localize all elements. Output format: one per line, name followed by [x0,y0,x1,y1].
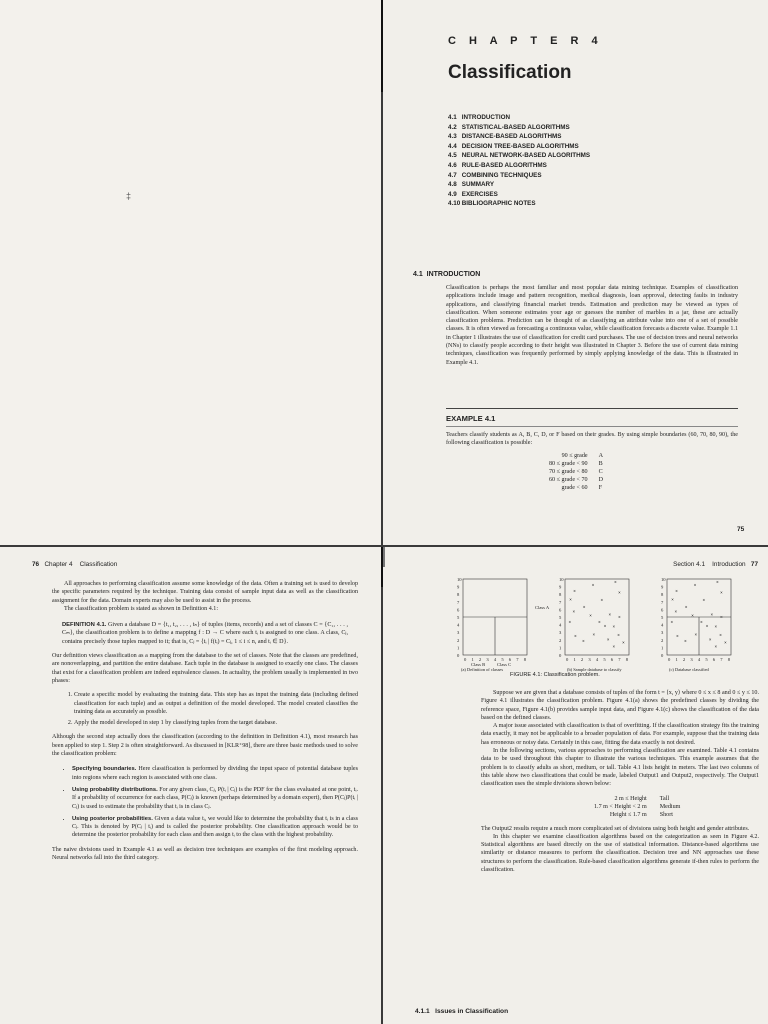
toc-label: RULE-BASED ALGORITHMS [461,161,547,169]
paragraph: The Output2 results require a much more complicated set of divisions using both height and gender attributes. [481,825,750,832]
data-point: × [684,638,687,644]
paragraph: A major issue associated with classification is that of overfitting. If the classification strategy fits the training data exactly, it may not be applicable to a broader population of data. For example, suppose that the training data has erroneous or noisy data. Certainly in this case, fitting the data exactly is not desired. [481,723,759,746]
toc-number: 4.7 [448,171,457,179]
example-title: EXAMPLE 4.1 [446,414,496,423]
y-tick-label: 4 [661,622,664,628]
data-point: × [617,632,620,638]
paragraph: The classification problem is stated as shown in Definition 4.1: [64,605,219,612]
grade-row [546,452,606,460]
grade-row [546,468,606,476]
data-point: × [612,624,616,630]
data-point: × [568,619,572,625]
intro-paragraph: Classification is perhaps the most familiar and most popular data mining technique. Examples of classification applications include image and pattern recognition, medical diagnosis, loan approval, detecting faults in industry applications, and classifying financial market trends. Estimation and prediction may be viewed as types of classification. When someone estimates your age or guesses the number of marbles in a jar, these are actually classification problems. Prediction can be thought of as classifying an attribute value into one of a set of possible classes. It is often viewed as forecasting a continuous value, while classification forecasts a discrete value. Example 1.1 in Chapter 1 illustrates the use of classification for credit card purchases. The use of decision trees and neural networks (NNs) to classify people according to their height was illustrated in Chapter 3. Before the use of current data mining techniques, classification was frequently performed by simply applying knowledge of the data. This is illustrated in Example 4.1. [446,285,738,366]
paragraph: Although the second step actually does the classification (according to the definition in Definition 4.1), most research has been applied to step 1. Step 2 is often straightforward. As discussed in [KLR⁺98], there are three basic methods used to solve the classification problem: [52,734,358,758]
definition-block [62,621,348,646]
paragraph: In this chapter we examine classification algorithms based on the categorization as seen in Figure 4.2. Statistical algorithms are based directly on the use of statistical information. Distance-based algorithms use similarity or distance measures to perform the classification. Decision tree and NN approaches use these structures to perform the classification. Rule-based classification algorithms generate if-then rules to perform the classification. [481,833,759,874]
method-text: For any given class, Cⱼ, P(tᵢ | Cⱼ) is the PDF for the class evaluated at one point, tᵢ. If a probability of occurrence for each class, P(Cⱼ) is known (perhaps determined by a domain expert), then P(Cⱼ)P(tᵢ | Cⱼ) is used to estimate the probability that tᵢ is in class Cⱼ. [72,786,359,810]
y-tick-label: 10 [457,577,462,582]
chapter-title: Classification [448,62,572,83]
data-point: × [572,608,576,614]
step-item: 1. Create a specific model by evaluating the training data. This step has as input the training data (including defined classification for each tuple) and as output a definition of the model developed. The model created classifies the training data as accurately as possible. [74,691,358,716]
y-tick-label: 1 [559,645,562,651]
page-77 [383,547,768,1024]
y-tick-label: 9 [559,584,562,590]
subsection-number: 4.1.1 [415,1008,430,1015]
page76-text [52,580,358,862]
data-point: × [674,608,678,614]
page-76 [0,547,381,1024]
y-tick-label: 0 [457,653,460,658]
data-point: × [676,633,679,639]
definition-text: Given a database D = {t₁, t₂, . . . , tₙ} of tuples (items, records) and a set of classes C = {C₁, . . . , Cₘ}, the classification problem is to define a mapping f : D → C where each tᵢ is assigned to one class. A class, Cⱼ, contains precisely those tuples mapped to it; that is, Cⱼ = {tᵢ | f(tᵢ) = Cⱼ, 1 ≤ i ≤ n, and tᵢ ∈ D}. [62,622,348,645]
y-tick-label: 7 [457,599,460,605]
grade-letter: D [598,477,604,483]
grade-condition: grade < 60 [561,485,588,491]
page77-text [481,689,759,874]
methods-list [62,765,358,839]
grade-condition: 60 ≤ grade < 70 [549,477,588,483]
toc-label: SUMMARY [461,181,495,189]
data-point: × [618,589,621,595]
paragraph: Our definition views classification as a mapping from the database to the set of classes. Note that the classes are predefined, are nonoverlapping, and partition the entire database. Each tuple in the database is assigned to exactly one class. The classes that exist for a classification problem are indeed equivalence classes. In actuality, the problem usually is implemented in two phases: [52,653,358,684]
y-tick-label: 9 [661,584,664,590]
data-point: × [603,623,607,629]
page-75 [383,0,768,545]
y-tick-label: 2 [661,637,664,643]
data-point: × [714,643,718,649]
paragraph: All approaches to performing classification assume some knowledge of the data. Often a training set is used to develop the specific parameters required by the technique. Training data consist of sample input data as well as the classification assignment for the data. Domain experts may also be used to assist in the process. [52,581,358,604]
toc-number: 4.10 [448,200,461,208]
y-tick-label: 1 [661,645,664,651]
toc-number: 4.4 [448,142,457,150]
data-point: × [670,619,674,625]
data-point: × [598,619,601,625]
data-point: × [716,579,719,585]
data-point: × [720,614,723,620]
paragraph: Suppose we are given that a database consists of tuples of the form t = ⟨x, y⟩ where 0 ≤ x ≤ 8 and 0 ≤ y ≤ 10. Figure 4.1 illustrates the classification problem. Figure 4.1(a) shows the predefined classes by dividing the reference space, Figure 4.1(b) provides sample input data, and Figure 4.1(c) shows the classification of the data based on the defined classes. [481,690,759,721]
toc-label: EXERCISES [461,190,498,198]
y-tick-label: 7 [559,599,562,605]
toc-item[interactable] [448,132,590,142]
panel-label: (a) Definition of classes [461,667,504,672]
page-number: 77 [750,561,758,568]
toc-item[interactable] [448,171,590,181]
step-item: 2. Apply the model developed in step 1 by classifying tuples from the target database. [74,719,358,727]
toc-item[interactable] [448,151,590,161]
method-text: Here classification is performed by dividing the input space of potential database tuples into regions where each region is associated with one class. [72,766,359,781]
y-tick-label: 3 [559,630,562,636]
toc-label: DECISION TREE-BASED ALGORITHMS [461,142,579,150]
data-point: × [719,632,722,638]
data-point: × [700,619,703,625]
paragraph: In the following sections, various approaches to performing classification are examined. Table 4.1 contains data to be used throughout this chapter to illustrate the various techniques. This example assumes that the problem is to classify adults as short, medium, or tall. Table 4.1 lists height in meters. The last two columns of this table show two classifications that could be made, labeled Output1 and Output2, respectively. The Output1 classification uses the simple divisions shown below: [481,748,759,788]
x-tick-labels: 0 1 2 3 4 5 6 7 8 [668,657,730,662]
toc-item[interactable] [448,190,590,200]
figure-caption: FIGURE 4.1: Classification problem. [510,672,600,678]
grade-letter: C [598,469,603,475]
method-head: Specifying boundaries. [72,766,137,773]
grade-letter: F [598,485,602,491]
page-number: 76 [32,561,40,568]
data-point: × [582,604,586,610]
page-header [673,561,758,568]
y-tick-label: 0 [661,653,664,658]
page-mark-glyph: ‡ [126,191,132,201]
toc-item[interactable] [448,123,590,133]
chapter-label: C H A P T E R 4 [448,35,603,47]
method-head: Using probability distributions. [72,786,158,793]
data-point: × [671,596,674,602]
data-point: × [589,612,592,618]
class-a-label: Class A [535,605,550,610]
data-point: × [614,579,617,585]
grade-table [546,452,606,492]
toc-item[interactable] [448,180,590,190]
y-tick-label: 2 [457,637,460,643]
y-tick-label: 0 [559,653,562,658]
panel-label: (c) Database classified [669,667,709,672]
y-tick-label: 5 [661,615,664,620]
definition-label: DEFINITION 4.1. [62,622,107,629]
height-condition: 1.7 m < Height < 2 m [594,803,647,810]
example-text: Teachers classify students as A, B, C, D, or F based on their grades. By using simple boundaries (60, 70, 80, 90), the following classification is possible: [446,432,738,447]
data-point: × [693,582,697,588]
data-point: × [618,614,621,620]
toc-item[interactable] [448,113,590,123]
section-number: 4.1 [413,271,423,278]
toc-item[interactable] [448,142,590,152]
data-point: × [569,596,572,602]
y-tick-label: 10 [661,577,666,582]
data-point: × [694,631,698,637]
table-of-contents [448,113,590,209]
toc-item[interactable] [448,199,590,209]
height-class: Medium [659,803,681,810]
method-text: Given a data value tᵢ, we would like to determine the probability that tᵢ is in a class Cⱼ. This is denoted by P(Cⱼ | tᵢ) and is called the posterior probability. One classification approach would be to determine the posterior probability for each class and then assign tᵢ to the class with the highest probability. [72,815,358,839]
panel-label: (b) Sample database to classify [567,667,622,672]
data-point: × [720,589,723,595]
y-tick-label: 6 [457,607,460,613]
toc-number: 4.3 [448,133,457,141]
header-title: Classification [79,561,118,568]
y-tick-label: 5 [457,615,460,620]
data-point: × [691,612,694,618]
section-title: INTRODUCTION [426,271,481,278]
toc-number: 4.1 [448,114,457,121]
height-condition: 2 m ≤ Height [614,795,647,802]
method-item [72,765,358,782]
toc-number: 4.9 [448,190,457,198]
data-point: × [574,633,577,639]
toc-label: NEURAL NETWORK-BASED ALGORITHMS [461,152,591,160]
y-tick-label: 5 [559,615,562,620]
y-tick-label: 4 [457,622,460,628]
toc-number: 4.2 [448,123,457,131]
method-item [72,786,358,811]
y-tick-label: 3 [457,630,460,636]
toc-number: 4.8 [448,181,457,189]
height-class: Short [659,811,673,818]
data-point: × [591,582,595,588]
data-point: × [702,597,706,603]
y-tick-label: 3 [661,630,664,636]
data-point: × [724,640,727,646]
x-tick-labels: 0 1 2 3 4 5 6 7 8 [566,657,628,662]
toc-label: COMBINING TECHNIQUES [461,171,542,179]
example-top-rule [446,408,738,409]
data-point: × [684,604,688,610]
toc-number: 4.5 [448,152,457,160]
toc-number: 4.6 [448,161,457,169]
method-head: Using posterior probabilities. [72,815,153,822]
height-class: Tall [659,795,670,802]
grade-letter: A [598,453,604,459]
page-header [32,561,117,568]
toc-label: DISTANCE-BASED ALGORITHMS [461,133,562,141]
y-tick-label: 10 [559,577,564,582]
data-point: × [710,612,714,618]
method-item [72,815,358,840]
grade-row [546,476,606,484]
class-b-label: Class B [471,662,486,667]
data-point: × [705,623,709,629]
y-tick-label: 6 [559,607,562,613]
data-point: × [592,631,596,637]
data-point: × [622,640,625,646]
data-point: × [708,637,712,643]
grade-condition: 80 ≤ grade < 90 [549,461,588,467]
height-row [591,803,683,811]
grade-condition: 70 ≤ grade < 80 [549,469,588,475]
y-tick-label: 8 [661,592,664,598]
header-chapter: Chapter 4 [44,561,73,568]
height-row [591,811,683,819]
y-tick-label: 9 [457,584,460,590]
section-heading [413,271,480,278]
y-tick-label: 8 [457,592,460,598]
data-point: × [608,612,612,618]
paragraph: The naive divisions used in Example 4.1 as well as decision tree techniques are examples of the first modeling approach. Neural networks fall into the third category. [52,846,358,862]
toc-label: STATISTICAL-BASED ALGORITHMS [461,123,570,131]
example-rule [446,426,738,427]
height-condition: Height ≤ 1.7 m [609,811,647,818]
y-tick-label: 8 [559,592,562,598]
toc-label: INTRODUCTION [461,114,511,121]
y-tick-label: 7 [661,599,664,605]
toc-label: BIBLIOGRAPHIC NOTES [461,200,536,208]
subsection-heading [415,1008,508,1015]
data-point: × [600,597,604,603]
data-point: × [573,588,576,594]
subsection-title: Issues in Classification [435,1008,509,1015]
height-row [591,795,683,803]
grade-condition: 90 ≤ grade [561,453,588,459]
y-tick-label: 2 [559,637,562,643]
x-tick-labels: 0 1 2 3 4 5 6 7 8 [464,657,526,662]
y-tick-label: 1 [457,645,460,651]
grade-row [546,460,606,468]
figure-4-1 [383,575,768,672]
grade-letter: B [598,461,603,467]
y-tick-label: 6 [661,607,664,613]
header-section: Section 4.1 [673,561,706,568]
header-title: Introduction [712,561,746,568]
grade-row [546,484,606,492]
data-point: × [675,588,678,594]
toc-item[interactable] [448,161,590,171]
class-c-label: Class C [497,662,512,667]
data-point: × [612,643,616,649]
y-tick-label: 4 [559,622,562,628]
data-point: × [582,638,585,644]
page-number: 75 [737,526,745,533]
blank-left-page [0,0,381,545]
steps-list [62,691,358,727]
height-table [591,795,683,819]
page-edge [383,547,385,567]
data-point: × [714,624,718,630]
data-point: × [606,637,610,643]
